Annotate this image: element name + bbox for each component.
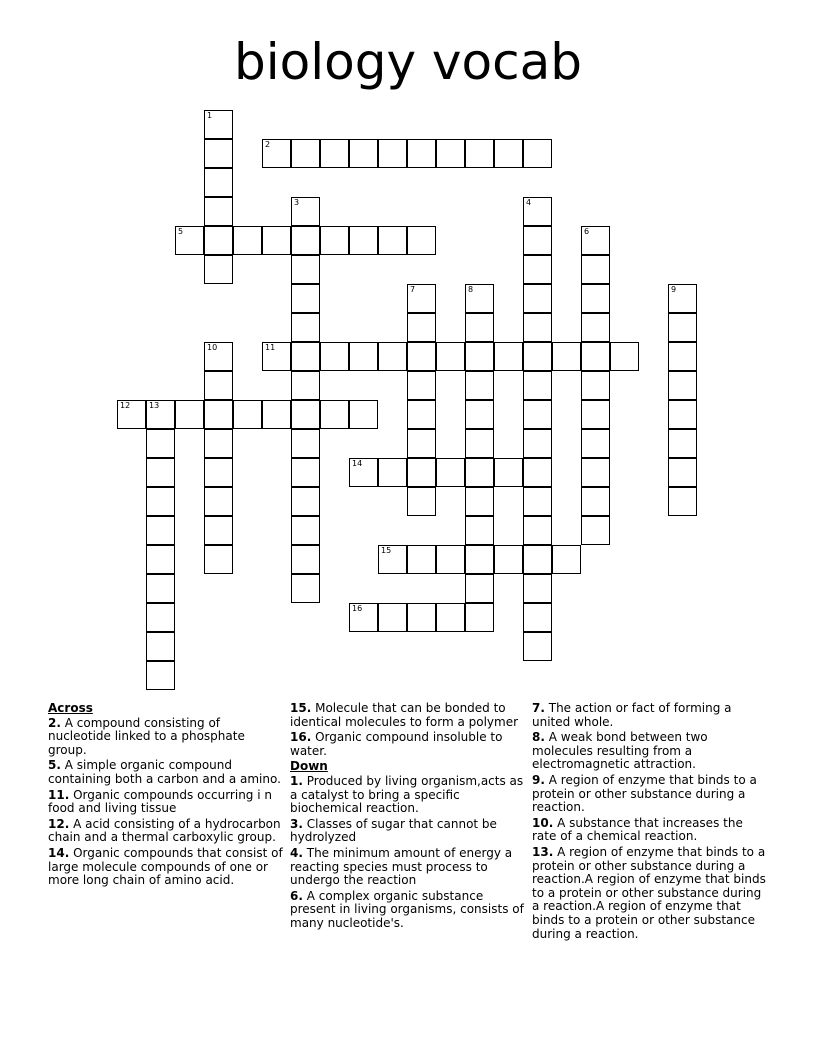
grid-cell[interactable] [175, 226, 204, 255]
cell-number: 3 [294, 198, 300, 207]
clue-text: A compound consisting of nucleotide linked to a phosphate group. [48, 715, 245, 757]
clue-text: Organic compounds that consist of large molecule compounds of one or more long chain of amino acid. [48, 845, 283, 888]
grid-cell[interactable] [320, 400, 349, 429]
grid-cell[interactable] [436, 139, 465, 168]
clue-down [532, 846, 768, 941]
clue-across [48, 818, 284, 845]
grid-cell[interactable] [204, 487, 233, 516]
grid-cell[interactable] [291, 255, 320, 284]
clue-down [532, 817, 768, 844]
grid-cell[interactable] [146, 603, 175, 632]
grid-cell[interactable] [465, 603, 494, 632]
grid-cell[interactable] [204, 400, 233, 429]
grid-cell[interactable] [668, 342, 697, 371]
grid-cell[interactable] [146, 632, 175, 661]
grid-cell[interactable] [320, 342, 349, 371]
grid-cell[interactable] [523, 226, 552, 255]
clue-number: 5. [48, 758, 61, 773]
clue-number: 2. [48, 715, 61, 730]
grid-cell[interactable] [291, 487, 320, 516]
grid-cell[interactable] [581, 255, 610, 284]
grid-cell[interactable] [465, 342, 494, 371]
clue-down [290, 890, 526, 931]
grid-cell[interactable] [523, 371, 552, 400]
grid-cell[interactable] [668, 487, 697, 516]
grid-cell[interactable] [523, 545, 552, 574]
clue-across [290, 731, 526, 758]
clue-number: 16. [290, 730, 312, 745]
grid-cell[interactable] [668, 429, 697, 458]
grid-cell[interactable] [523, 139, 552, 168]
grid-cell[interactable] [407, 603, 436, 632]
grid-cell[interactable] [146, 458, 175, 487]
grid-cell[interactable] [204, 429, 233, 458]
grid-cell[interactable] [668, 458, 697, 487]
clue-text: A substance that increases the rate of a chemical reaction. [532, 815, 743, 844]
clue-text: A weak bond between two molecules resulting from a electromagnetic attraction. [532, 730, 708, 772]
grid-cell[interactable] [349, 139, 378, 168]
grid-cell[interactable] [552, 545, 581, 574]
grid-cell[interactable] [291, 371, 320, 400]
grid-cell[interactable] [407, 139, 436, 168]
clue-number: 4. [290, 845, 303, 860]
grid-cell[interactable] [523, 603, 552, 632]
clue-number: 8. [532, 730, 545, 745]
grid-cell[interactable] [262, 342, 291, 371]
clue-down [532, 731, 768, 772]
clue-number: 3. [290, 816, 303, 831]
grid-cell[interactable] [668, 313, 697, 342]
grid-cell[interactable] [465, 487, 494, 516]
grid-cell[interactable] [378, 139, 407, 168]
grid-cell[interactable] [523, 487, 552, 516]
clue-number: 13. [532, 844, 554, 859]
clue-text: The minimum amount of energy a reacting species must process to undergo the reaction [290, 845, 513, 888]
grid-cell[interactable] [407, 371, 436, 400]
grid-cell[interactable] [407, 313, 436, 342]
grid-cell[interactable] [204, 545, 233, 574]
grid-cell[interactable] [436, 342, 465, 371]
clue-text: Organic compounds occurring i n food and living tissue [48, 787, 272, 816]
grid-cell[interactable] [320, 226, 349, 255]
clues-column-1 [48, 702, 284, 890]
clue-down [290, 847, 526, 888]
cell-number: 14 [352, 459, 363, 468]
grid-cell[interactable] [581, 458, 610, 487]
grid-cell[interactable] [291, 429, 320, 458]
clue-text: The action or fact of forming a united whole. [532, 701, 732, 729]
cell-number: 4 [526, 198, 532, 207]
page-title: biology vocab [234, 33, 582, 91]
grid-cell[interactable] [465, 429, 494, 458]
cell-number: 2 [265, 140, 271, 149]
grid-cell[interactable] [204, 226, 233, 255]
grid-cell[interactable] [291, 458, 320, 487]
clue-text: A complex organic substance present in living organisms, consists of many nucleotide's. [290, 888, 524, 930]
grid-cell[interactable] [378, 226, 407, 255]
grid-cell[interactable] [291, 342, 320, 371]
cell-number: 5 [178, 227, 184, 236]
clue-number: 7. [532, 701, 545, 715]
cell-number: 6 [584, 227, 590, 236]
grid-cell[interactable] [523, 284, 552, 313]
grid-cell[interactable] [523, 255, 552, 284]
grid-cell[interactable] [465, 400, 494, 429]
clue-text: Molecule that can be bonded to identical molecules to form a polymer [290, 701, 519, 729]
clue-down [532, 702, 768, 729]
cell-number: 12 [120, 401, 131, 410]
grid-cell[interactable] [175, 400, 204, 429]
grid-cell[interactable] [204, 516, 233, 545]
clue-text: A region of enzyme that binds to a protein or other substance during a reaction.A region of enzyme that binds to a protein or other substance during a reaction.A region of enzyme that binds to a protein or other substance during a reaction. [532, 844, 766, 941]
cell-number: 13 [149, 401, 160, 410]
grid-cell[interactable] [378, 603, 407, 632]
cell-number: 16 [352, 604, 363, 613]
grid-cell[interactable] [523, 574, 552, 603]
grid-cell[interactable] [262, 139, 291, 168]
grid-cell[interactable] [581, 371, 610, 400]
grid-cell[interactable] [146, 516, 175, 545]
grid-cell[interactable] [523, 342, 552, 371]
grid-cell[interactable] [465, 458, 494, 487]
clue-down [532, 774, 768, 815]
grid-cell[interactable] [291, 284, 320, 313]
grid-cell[interactable] [320, 139, 349, 168]
grid-cell[interactable] [523, 400, 552, 429]
cell-number: 9 [671, 285, 677, 294]
grid-cell[interactable] [523, 197, 552, 226]
grid-cell[interactable] [291, 574, 320, 603]
grid-cell[interactable] [552, 342, 581, 371]
cell-number: 8 [468, 285, 474, 294]
clue-number: 14. [48, 845, 70, 860]
grid-cell[interactable] [407, 400, 436, 429]
grid-cell[interactable] [494, 342, 523, 371]
clue-number: 12. [48, 816, 70, 831]
grid-cell[interactable] [291, 516, 320, 545]
grid-cell[interactable] [204, 139, 233, 168]
grid-cell[interactable] [233, 226, 262, 255]
clue-number: 6. [290, 888, 303, 903]
clue-text: Classes of sugar that cannot be hydrolyzed [290, 816, 497, 845]
grid-cell[interactable] [668, 371, 697, 400]
grid-cell[interactable] [291, 313, 320, 342]
grid-cell[interactable] [291, 139, 320, 168]
clues-column-3 [532, 702, 768, 943]
grid-cell[interactable] [146, 661, 175, 690]
grid-cell[interactable] [349, 458, 378, 487]
clue-text: A region of enzyme that binds to a protein or other substance during a reaction. [532, 772, 757, 815]
grid-cell[interactable] [581, 284, 610, 313]
grid-cell[interactable] [204, 342, 233, 371]
across-heading: Across [48, 701, 93, 715]
grid-cell[interactable] [581, 516, 610, 545]
grid-cell[interactable] [465, 371, 494, 400]
cell-number: 11 [265, 343, 276, 352]
clue-down [290, 775, 526, 816]
grid-cell[interactable] [436, 458, 465, 487]
cell-number: 15 [381, 546, 392, 555]
grid-cell[interactable] [494, 458, 523, 487]
grid-cell[interactable] [349, 342, 378, 371]
grid-cell[interactable] [378, 458, 407, 487]
grid-cell[interactable] [436, 603, 465, 632]
grid-cell[interactable] [146, 574, 175, 603]
grid-cell[interactable] [291, 545, 320, 574]
clue-across [290, 702, 526, 729]
clue-text: Organic compound insoluble to water. [290, 730, 503, 758]
grid-cell[interactable] [204, 168, 233, 197]
grid-cell[interactable] [204, 458, 233, 487]
grid-cell[interactable] [146, 400, 175, 429]
grid-cell[interactable] [407, 458, 436, 487]
grid-cell[interactable] [146, 487, 175, 516]
grid-cell[interactable] [465, 139, 494, 168]
grid-cell[interactable] [262, 400, 291, 429]
clue-text: A simple organic compound containing both a carbon and a amino. [48, 758, 281, 786]
grid-cell[interactable] [523, 516, 552, 545]
clue-across [48, 789, 284, 816]
grid-cell[interactable] [407, 342, 436, 371]
grid-cell[interactable] [523, 458, 552, 487]
grid-cell[interactable] [581, 342, 610, 371]
grid-cell[interactable] [581, 313, 610, 342]
clue-number: 1. [290, 773, 303, 788]
grid-cell[interactable] [378, 342, 407, 371]
grid-cell[interactable] [581, 487, 610, 516]
grid-cell[interactable] [262, 226, 291, 255]
cell-number: 7 [410, 285, 416, 294]
clue-down [290, 818, 526, 845]
grid-cell[interactable] [523, 313, 552, 342]
grid-cell[interactable] [407, 545, 436, 574]
grid-cell[interactable] [465, 516, 494, 545]
grid-cell[interactable] [146, 545, 175, 574]
clue-across [48, 717, 284, 758]
grid-cell[interactable] [291, 400, 320, 429]
clue-number: 11. [48, 787, 70, 802]
grid-cell[interactable] [407, 284, 436, 313]
clue-text: A acid consisting of a hydrocarbon chain and a thermal carboxylic group. [48, 816, 281, 845]
grid-cell[interactable] [204, 110, 233, 139]
clue-text: Produced by living organism,acts as a catalyst to bring a specific biochemical reaction. [290, 773, 524, 816]
grid-cell[interactable] [291, 226, 320, 255]
grid-cell[interactable] [610, 342, 639, 371]
cell-number: 1 [207, 111, 213, 120]
clue-number: 9. [532, 772, 545, 787]
grid-cell[interactable] [233, 400, 262, 429]
grid-cell[interactable] [117, 400, 146, 429]
clue-across [48, 759, 284, 786]
grid-cell[interactable] [465, 284, 494, 313]
cell-number: 10 [207, 343, 218, 352]
clues-column-2 [290, 702, 526, 933]
grid-cell[interactable] [465, 574, 494, 603]
down-heading: Down [290, 759, 328, 774]
grid-cell[interactable] [146, 429, 175, 458]
grid-cell[interactable] [581, 226, 610, 255]
grid-cell[interactable] [407, 226, 436, 255]
grid-cell[interactable] [378, 545, 407, 574]
grid-cell[interactable] [349, 400, 378, 429]
grid-cell[interactable] [349, 226, 378, 255]
grid-cell[interactable] [204, 197, 233, 226]
grid-cell[interactable] [291, 197, 320, 226]
grid-cell[interactable] [204, 255, 233, 284]
grid-cell[interactable] [523, 632, 552, 661]
grid-cell[interactable] [668, 400, 697, 429]
grid-cell[interactable] [465, 313, 494, 342]
clue-number: 15. [290, 701, 312, 715]
clue-number: 10. [532, 815, 554, 830]
grid-cell[interactable] [668, 284, 697, 313]
grid-cell[interactable] [465, 545, 494, 574]
grid-cell[interactable] [204, 371, 233, 400]
grid-cell[interactable] [407, 429, 436, 458]
grid-cell[interactable] [436, 545, 465, 574]
grid-cell[interactable] [494, 139, 523, 168]
grid-cell[interactable] [523, 429, 552, 458]
grid-cell[interactable] [581, 429, 610, 458]
grid-cell[interactable] [407, 487, 436, 516]
grid-cell[interactable] [494, 545, 523, 574]
grid-cell[interactable] [349, 603, 378, 632]
clue-across [48, 847, 284, 888]
grid-cell[interactable] [581, 400, 610, 429]
